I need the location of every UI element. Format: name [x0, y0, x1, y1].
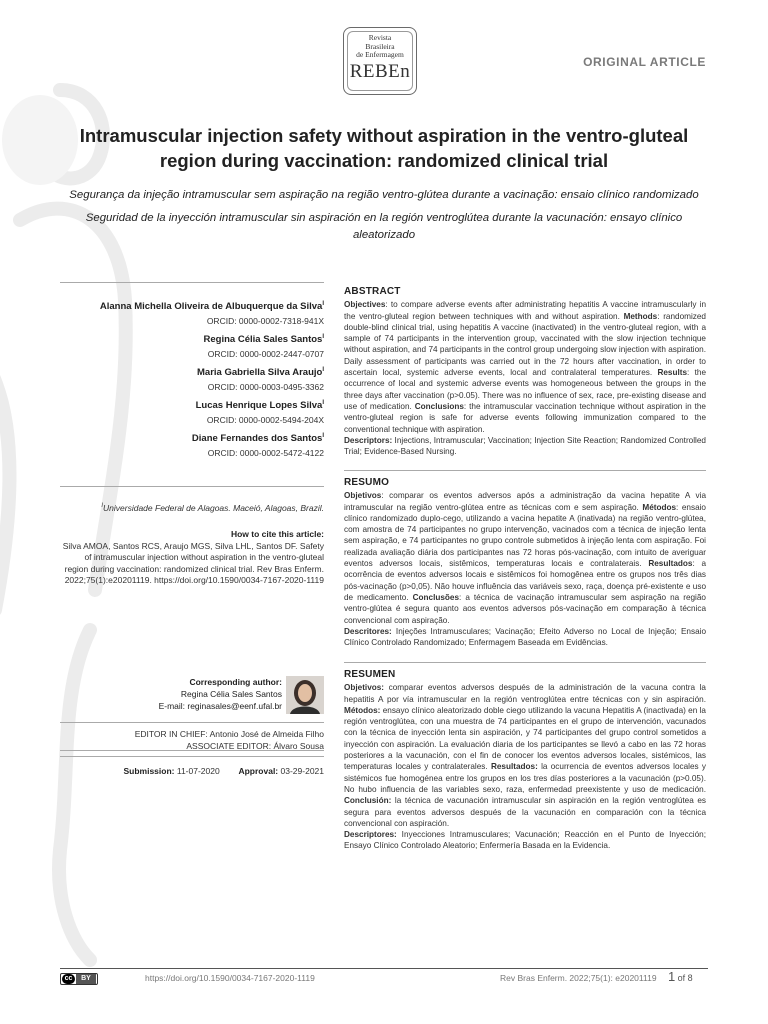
article-title: Intramuscular injection safety without aspiration in the ventro-gluteal region during vaccination: randomized clinical trial — [79, 125, 689, 171]
divider — [60, 756, 324, 757]
author-name: Maria Gabriella Silva Araujo$^I$ — [197, 366, 324, 378]
associate-editor: ASSOCIATE EDITOR: Álvaro Sousa — [186, 740, 324, 751]
abstract-descriptors: Descriptors: Injections, Intramuscular; Vaccination; Injection Site Reaction; Randomized Controlled Trial; Evidence-Based Nursing. — [344, 435, 706, 457]
logo-line-2: Brasileira — [365, 41, 395, 51]
footer-divider — [60, 968, 708, 969]
article-type: ORIGINAL ARTICLE — [583, 55, 706, 69]
resumen-heading: RESUMEN — [344, 669, 396, 680]
cc-icon: cc — [62, 974, 75, 984]
divider — [60, 486, 324, 487]
approval-label: Approval: — [238, 766, 279, 776]
editors — [60, 729, 324, 752]
footer-doi[interactable]: https://doi.org/10.1590/0034-7167-2020-1119 — [145, 973, 315, 983]
subtitle-spanish: Seguridad de la inyección intramuscular sin aspiración en la región ventroglútea durante la vacunación: ensayo clínico aleatorizado — [85, 212, 683, 241]
page-current: 1 — [668, 969, 676, 984]
divider — [60, 722, 324, 723]
abstract-english — [344, 286, 706, 457]
editor-in-chief: EDITOR IN CHIEF: Antonio José de Almeida Filho — [134, 729, 324, 739]
dates — [60, 766, 324, 778]
author-name: Diane Fernandes dos Santos$^I$ — [191, 432, 324, 444]
abstract-body: Objectives: to compare adverse events after administrating hepatitis A vaccine intramuscularly in the ventro-gluteal region between techniques with and without aspiration. Methods: randomized double-blind clinical trial, using hepatitis A vaccine (inactivated) in the ventro-gluteal region, with a sample of 74 participants in the intervention group, vaccinated with the slow injection technique without aspiration, and 74 participants in the control group undergoing slow injection with aspiration. Daily assessment of participants was carried out in the 72 hours after vaccination, in order to ascertain local, systemic adverse events, local and contralateral temperatures. Results: the occurrence of local and systemic adverse events was homogeneous between the groups in the three days after vaccination (p>0.05). There was no influence of sex, race, pre-existing disease and use of medication. Conclusions: the intramuscular vaccination technique without aspiration in the ventro-gluteal region is safe for adverse events following immunization compared to the conventional technique with aspiration. — [344, 300, 707, 434]
subtitle-portuguese: Segurança da injeção intramuscular sem aspiração na região ventro-glútea durante a vacinação: ensaio clínico randomizado — [69, 189, 699, 201]
logo-abbr: REBEn — [349, 61, 411, 82]
abstract-portuguese — [344, 477, 706, 648]
resumen-descriptors: Descriptores: Inyecciones Intramusculares; Vacunación; Reacción en el Punto de Inyección; Ensayo Clínico Controlado Aleatorio; Enfermería Basada en la Evidencia. — [344, 830, 706, 851]
submission-date: 11-07-2020 — [176, 766, 220, 776]
page-total: of 8 — [677, 973, 693, 983]
author-list — [60, 294, 324, 459]
author-photo — [286, 676, 324, 714]
author-orcid[interactable]: ORCID: 0000-0002-7318-941X — [206, 316, 324, 326]
journal-logo — [343, 27, 417, 95]
author-orcid[interactable]: ORCID: 0000-0002-2447-0707 — [207, 349, 324, 359]
cc-by-license-badge[interactable] — [60, 973, 98, 985]
corresponding-heading: Corresponding author: — [189, 677, 282, 687]
author-name: Lucas Henrique Lopes Silva$^I$ — [195, 399, 324, 411]
page-number — [668, 969, 693, 984]
watermark-figure — [0, 70, 150, 970]
resumen-body: Objetivos: comparar eventos adversos después de la administración de la vacuna contra la hepatitis A por vía intramuscular en la región ventroglútea entre técnicas con y sin aspiración. Métodos: ensayo clínico aleatorizado doble ciego utilizando la vacuna Hepatitis A (inactivada) en la región ventroglútea, con una muestra de 74 participantes en el grupo de intervención, vacunados con la técnica de inyección lenta sin aspiración, y 74 participantes del grupo control sometidos a inyección con aspiración. La evaluación diaria de los participantes se llevó a cabo en las 72 horas posteriores a la vacunación, con el fin de conocer los eventos adversos locales, sistémicos, las temperaturas locales y contralaterales. Resultados: la ocurrencia de eventos adversos locales y sistémicos fue homogénea entre los grupos en los tres días posteriores a la vacunación (p>0.05). No hubo influencia de las variables sexo, raza, enfermedad preexistente y uso de medicación. Conclusión: la técnica de vacunación intramuscular sin aspiración en la región ventroglútea es segura para eventos adversos después de la vacunación en comparación con la técnica convencional con aspiración. — [344, 683, 706, 828]
logo-line-1: Revista — [368, 33, 392, 42]
how-to-cite-heading: How to cite this article: — [230, 529, 324, 539]
author-name: Regina Célia Sales Santos$^I$ — [203, 333, 324, 345]
how-to-cite-text: Silva AMOA, Santos RCS, Araujo MGS, Silva LHL, Santos DF. Safety of intramuscular injection without aspiration in the ventro-gluteal region during vaccination: randomized clinical trial. Rev Bras Enferm. 2022;75(1):e20201119. https://doi.org/10.1590/0034-7167-2020-1119 — [62, 540, 324, 586]
approval-date: 03-29-2021 — [280, 766, 324, 776]
by-icon: BY — [76, 974, 96, 984]
author-name: Alanna Michella Oliveira de Albuquerque da Silva$^I$ — [99, 300, 324, 312]
affiliation: $^I$Universidade Federal de Alagoas. Maceió, Alagoas, Brazil. — [101, 503, 324, 513]
abstract-heading: ABSTRACT — [344, 286, 401, 297]
divider — [60, 282, 324, 283]
corresponding-name: Regina Célia Sales Santos — [180, 689, 282, 699]
logo-line-3: de Enfermagem — [356, 50, 404, 59]
divider — [344, 470, 706, 471]
author-orcid[interactable]: ORCID: 0000-0002-5472-4122 — [207, 448, 324, 458]
author-orcid[interactable]: ORCID: 0000-0003-0495-3362 — [207, 382, 324, 392]
footer-citation: Rev Bras Enferm. 2022;75(1): e20201119 — [500, 973, 657, 983]
abstract-spanish — [344, 669, 706, 852]
resumo-descriptors: Descritores: Injeções Intramusculares; Vacinação; Efeito Adverso no Local de Injeção; Ensaio Clínico Controlado Randomizado; Enfermagem Baseada em Evidências. — [344, 626, 706, 648]
resumo-heading: RESUMO — [344, 477, 390, 488]
submission-label: Submission: — [123, 766, 175, 776]
corresponding-email[interactable]: E-mail: reginasales@eenf.ufal.br — [158, 701, 282, 711]
author-orcid[interactable]: ORCID: 0000-0002-5494-204X — [206, 415, 324, 425]
resumo-body: Objetivos: comparar os eventos adversos após a administração da vacina hepatite A via intramuscular na região ventro-glútea entre as técnicas com e sem aspiração. Métodos: ensaio clínico randomizado duplo-cego, utilizando a vacina hepatite A (inativada) na região ventro-glútea, com amostra de 74 participantes no grupo intervenção, vacinados com a técnica de injeção lenta sem aspiração, e 74 participantes no grupo controle submetidos à injeção lenta com aspiração. Foi realizada avaliação diária dos participantes nas 72 horas pós-vacinação, com intuito de averiguar eventos adversos locais, sistêmicos, temperaturas locais e contralaterais. Resultados: a ocorrência de eventos adversos locais e sistêmicos foi homogênea entre os grupos nos três dias pós-vacinação (p>0,05). Não houve influência das variáveis sexo, raça, doença pré-existente e uso de medicamento. Conclusões: a técnica de vacinação intramuscular sem aspiração na região ventro-glútea é segura quanto aos eventos adversos pós-vacinação em comparação à técnica convencional com aspiração. — [344, 491, 706, 625]
corresponding-author — [60, 676, 282, 712]
how-to-cite — [60, 529, 324, 587]
divider — [344, 662, 706, 663]
